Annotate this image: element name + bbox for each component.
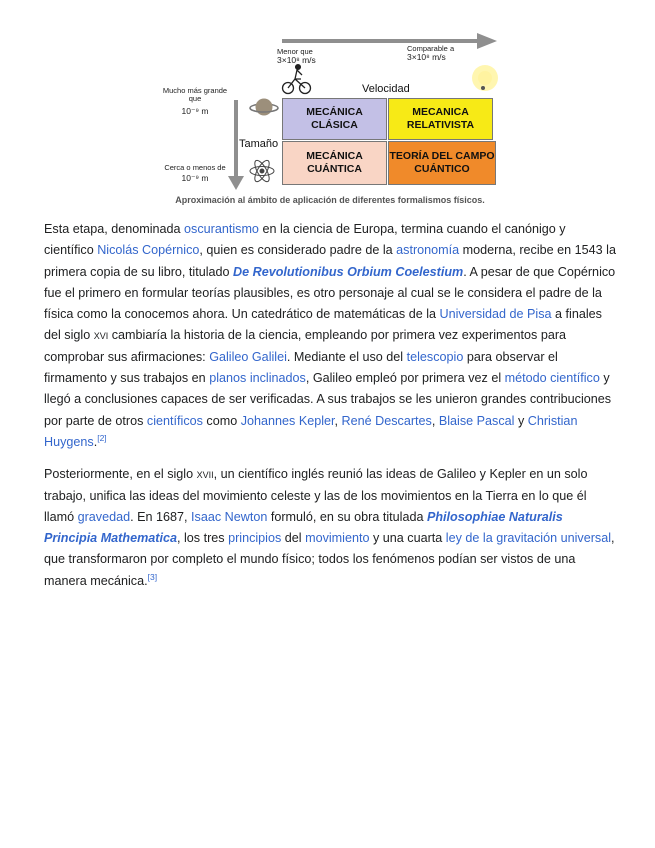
p1-text: y bbox=[514, 413, 528, 428]
link-oscurantismo[interactable]: oscurantismo bbox=[184, 222, 259, 236]
p1-text: moderna, recibe en 1543 la primera copia de su libro, titulado bbox=[44, 243, 616, 279]
p2-text: Posteriormente, en el siglo bbox=[44, 467, 197, 482]
speed-low-label-line1: Menor que bbox=[277, 47, 313, 56]
planet-icon bbox=[250, 99, 278, 116]
article-body bbox=[44, 219, 618, 603]
p1-text: cambiaría la historia de la ciencia, empleando por primera vez experimentos para comprobar sus afirmaciones: bbox=[44, 328, 567, 364]
link-blaise-pascal[interactable]: Blaise Pascal bbox=[438, 413, 515, 428]
cell-quantum-mechanics: MECÁNICA CUÁNTICA bbox=[282, 141, 387, 185]
speed-low-label bbox=[277, 48, 316, 66]
p1-text: para observar el firmamento y sus trabajos en bbox=[44, 349, 558, 386]
link-nicolas-copernico[interactable]: Nicolás Copérnico bbox=[97, 243, 200, 258]
cell-classical-mechanics: MECÁNICA CLÁSICA bbox=[282, 98, 387, 140]
link-galileo-galilei[interactable]: Galileo Galilei bbox=[209, 349, 287, 364]
physics-domains-figure bbox=[155, 30, 505, 210]
velocity-axis-label: Velocidad bbox=[362, 83, 410, 95]
p2-text: , los tres bbox=[176, 531, 229, 546]
p1-text: , quien es considerado padre de la bbox=[199, 243, 397, 258]
p1-text: y llegó a conclusiones capaces de ser verificadas. A sus trabajos se les unieron grandes contribuciones por parte de otros bbox=[44, 371, 612, 428]
atom-icon bbox=[250, 158, 274, 183]
link-movimiento[interactable]: movimiento bbox=[305, 531, 370, 546]
speed-arrow-head bbox=[477, 33, 497, 49]
speed-high-label bbox=[407, 45, 454, 63]
reference-link-3[interactable]: [3] bbox=[147, 571, 158, 582]
size-large-label-line1: Mucho más grande bbox=[162, 86, 228, 95]
cell-quantum-field-theory: TEORÍA DEL CAMPO CUÁNTICO bbox=[388, 141, 496, 185]
size-arrow-shaft bbox=[234, 100, 238, 178]
p1-text: a finales del siglo bbox=[44, 307, 602, 343]
size-small-label-line2: 10⁻⁹ m bbox=[181, 173, 209, 184]
link-astronomia[interactable]: astronomía bbox=[396, 243, 460, 258]
p1-text: . A pesar de que Copérnico fue el primero en formular teorías plausibles, es otro personaje al cual se le considera el padre de la física como la conocemos ahora. Un catedrático de matemáticas de la bbox=[44, 264, 616, 322]
p2-text: , un científico inglés reunió las ideas de Galileo y Kepler en un solo trabajo, unifica las ideas del movimiento celeste y las de los movimientos en la Tierra en lo que él llamó bbox=[44, 467, 588, 524]
link-christian-huygens[interactable]: Christian Huygens bbox=[44, 413, 578, 449]
link-planos-inclinados[interactable]: planos inclinados bbox=[209, 371, 306, 386]
size-large-label-line3: 10⁻⁹ m bbox=[181, 105, 209, 116]
p2-text: y una cuarta bbox=[369, 531, 446, 546]
link-telescopio[interactable]: telescopio bbox=[406, 349, 464, 364]
link-principios[interactable]: principios bbox=[228, 531, 282, 546]
century-numeral: xvi bbox=[93, 328, 109, 343]
size-arrow-head bbox=[228, 176, 244, 190]
link-metodo-cientifico[interactable]: método científico bbox=[504, 371, 600, 386]
paragraph-2 bbox=[44, 464, 618, 592]
size-large-label-line2: que bbox=[188, 94, 202, 104]
p2-text: , que transformaron por completo el mundo físico; todos los fenómenos podían ser vistos de una manera mecánica. bbox=[44, 531, 615, 588]
size-large-label bbox=[160, 87, 230, 116]
p1-text: , bbox=[334, 413, 342, 428]
p2-text: del bbox=[281, 531, 306, 546]
link-de-revolutionibus[interactable]: De Revolutionibus Orbium Coelestium bbox=[233, 264, 464, 279]
link-ley-gravitacion-universal[interactable]: ley de la gravitación universal bbox=[445, 531, 612, 546]
speed-arrow-shaft bbox=[282, 39, 482, 43]
p1-text: . Mediante el uso del bbox=[286, 349, 407, 364]
size-small-label-line1: Cerca o menos de bbox=[164, 163, 226, 172]
size-axis-label: Tamaño bbox=[239, 138, 279, 150]
link-universidad-de-pisa[interactable]: Universidad de Pisa bbox=[439, 307, 552, 322]
size-small-label bbox=[160, 164, 230, 184]
link-cientificos[interactable]: científicos bbox=[146, 413, 203, 428]
link-isaac-newton[interactable]: Isaac Newton bbox=[191, 509, 268, 524]
p1-text: Esta etapa, denominada bbox=[44, 222, 185, 236]
link-gravedad[interactable]: gravedad bbox=[77, 509, 131, 524]
speed-high-label-line2: 3×10⁸ m/s bbox=[407, 52, 446, 63]
speed-high-label-line1: Comparable a bbox=[407, 44, 455, 53]
p1-text: , Galileo empleó por primera vez el bbox=[305, 371, 505, 386]
light-glow-icon bbox=[472, 65, 498, 91]
p1-text: , bbox=[431, 413, 439, 428]
p1-text: como bbox=[202, 413, 241, 428]
p2-text: formuló, en su obra titulada bbox=[267, 509, 427, 524]
cyclist-icon bbox=[283, 65, 311, 94]
reference-link-2[interactable]: [2] bbox=[97, 432, 107, 443]
p2-text: . En 1687, bbox=[130, 509, 192, 524]
p1-text: . bbox=[93, 434, 98, 449]
paragraph-1 bbox=[44, 219, 618, 453]
cell-relativistic-mechanics: MECANICA RELATIVISTA bbox=[388, 98, 493, 140]
link-johannes-kepler[interactable]: Johannes Kepler bbox=[240, 413, 335, 428]
century-numeral: xvii bbox=[196, 467, 214, 482]
link-rene-descartes[interactable]: René Descartes bbox=[341, 413, 432, 428]
figure-caption: Aproximación al ámbito de aplicación de diferentes formalismos físicos. bbox=[175, 195, 485, 205]
speed-low-label-line2: 3×10⁸ m/s bbox=[277, 55, 316, 66]
p1-text: en la ciencia de Europa, termina cuando el canónigo y científico bbox=[44, 222, 566, 258]
link-principia-mathematica[interactable]: Philosophiae Naturalis Principia Mathematica bbox=[44, 509, 563, 546]
